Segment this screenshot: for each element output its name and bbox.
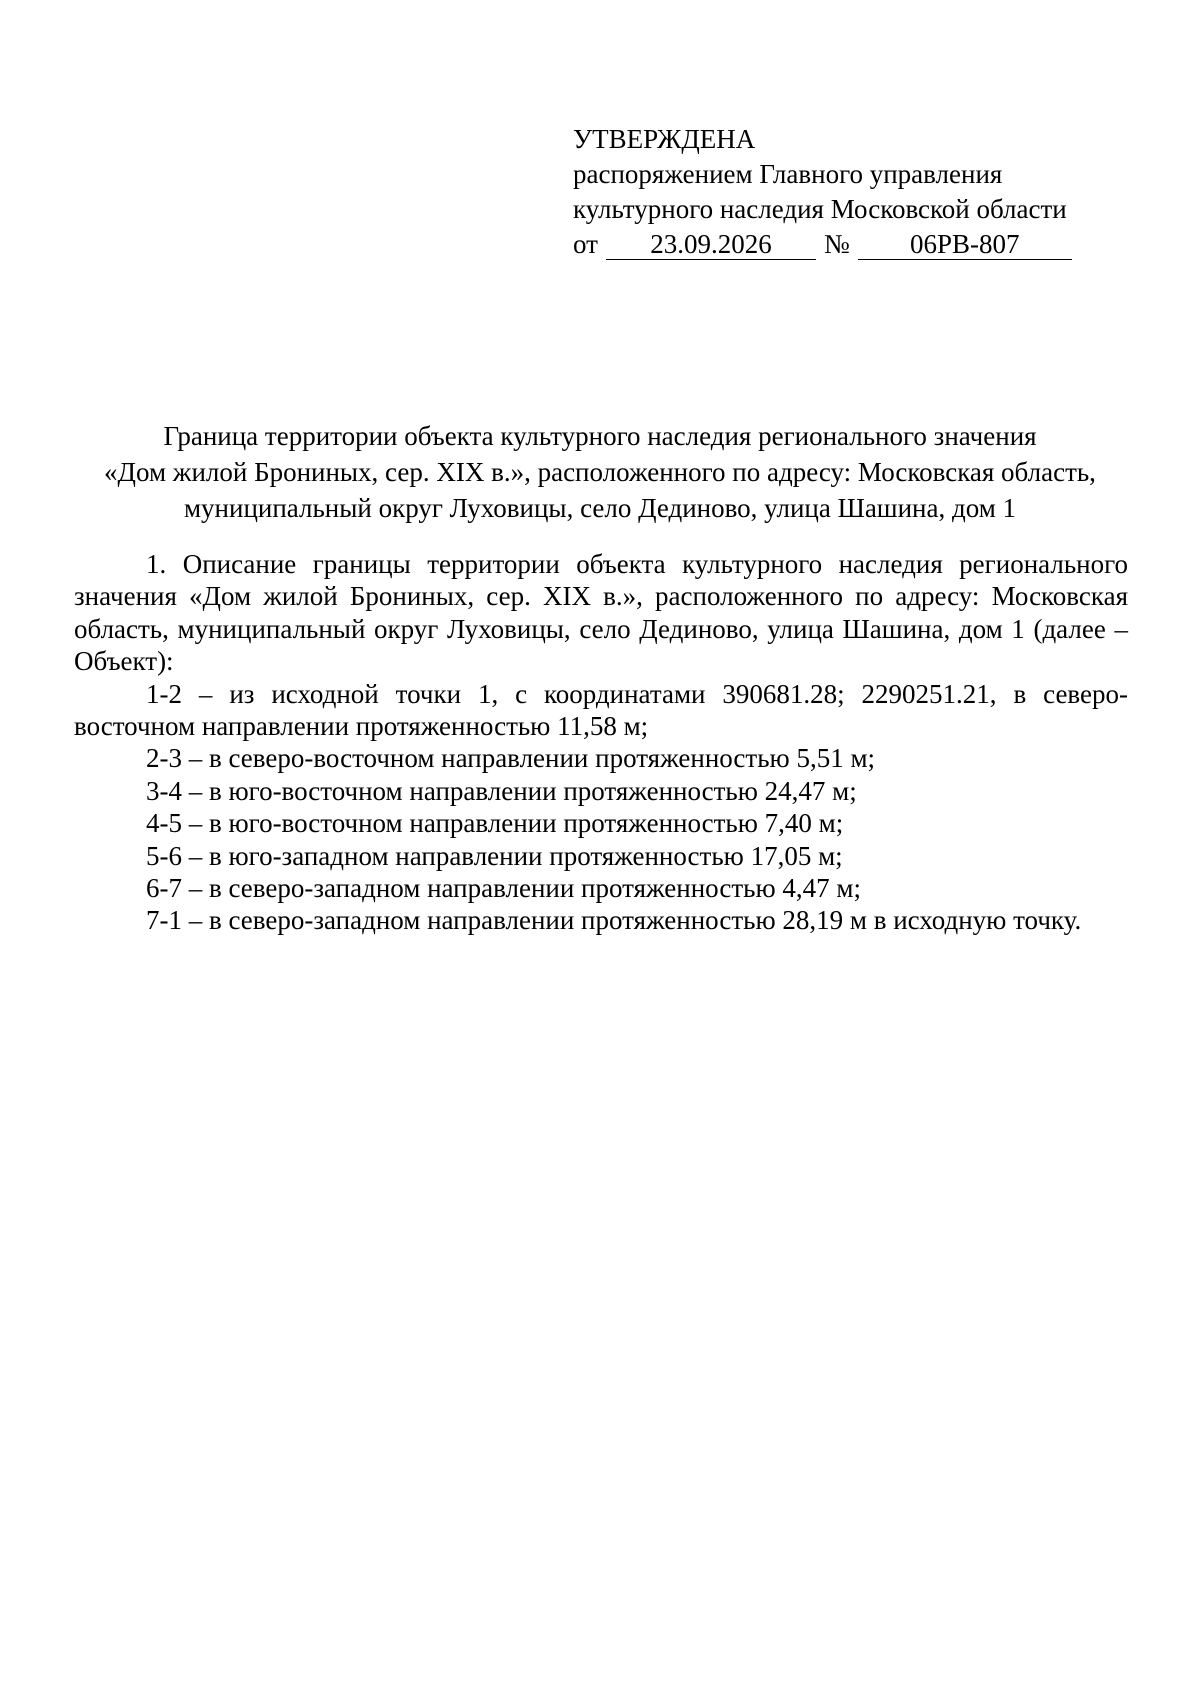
approval-authority-line-1: распоряжением Главного управления <box>573 159 1003 189</box>
boundary-segment-2-3: 2-3 – в северо-восточном направлении протяженностью 5,51 м; <box>146 743 876 774</box>
approval-number: 06РВ-807 <box>858 229 1072 260</box>
from-label: от <box>573 229 598 259</box>
boundary-segment-3-4: 3-4 – в юго-восточном направлении протяженностью 24,47 м; <box>146 775 857 806</box>
boundary-segment-6-7: 6-7 – в северо-западном направлении протяженностью 4,47 м; <box>146 873 861 904</box>
number-label: № <box>823 229 850 259</box>
boundary-segment-5-6: 5-6 – в юго-западном направлении протяженностью 17,05 м; <box>146 840 843 871</box>
section-1-body <box>74 548 1128 937</box>
title-line-3: муниципальный округ Луховицы, село Дединово, улица Шашина, дом 1 <box>183 493 1017 523</box>
boundary-segment-4-5: 4-5 – в юго-восточном направлении протяженностью 7,40 м; <box>146 808 844 839</box>
approval-authority-line-2: культурного наследия Московской области <box>573 194 1067 224</box>
title-line-2: «Дом жилой Брониных, сер. XIX в.», расположенного по адресу: Московская область, <box>104 457 1096 487</box>
section-1-intro: 1. Описание границы территории объекта культурного наследия регионального значения «Дом жилой Брониных, сер. XIX в.», расположенного по адресу: Московская область, муниципальный округ Луховицы, село Дединово, улица Шашина, дом 1 (далее – Объект): <box>74 549 1128 677</box>
boundary-segment-7-1: 7-1 – в северо-западном направлении протяженностью 28,19 м в исходную точку. <box>146 905 1082 936</box>
document-title <box>70 418 1130 526</box>
boundary-segment-1-2: 1-2 – из исходной точки 1, с координатами 390681.28; 2290251.21, в северо-восточном направлении протяженностью 11,58 м; <box>74 678 1128 742</box>
approval-date: 23.09.2026 <box>606 229 816 260</box>
approval-stamp-block <box>573 122 1133 262</box>
title-line-1: Граница территории объекта культурного наследия регионального значения <box>163 421 1037 451</box>
approval-heading: УТВЕРЖДЕНА <box>573 124 756 154</box>
approval-date-number-line <box>573 227 1133 262</box>
